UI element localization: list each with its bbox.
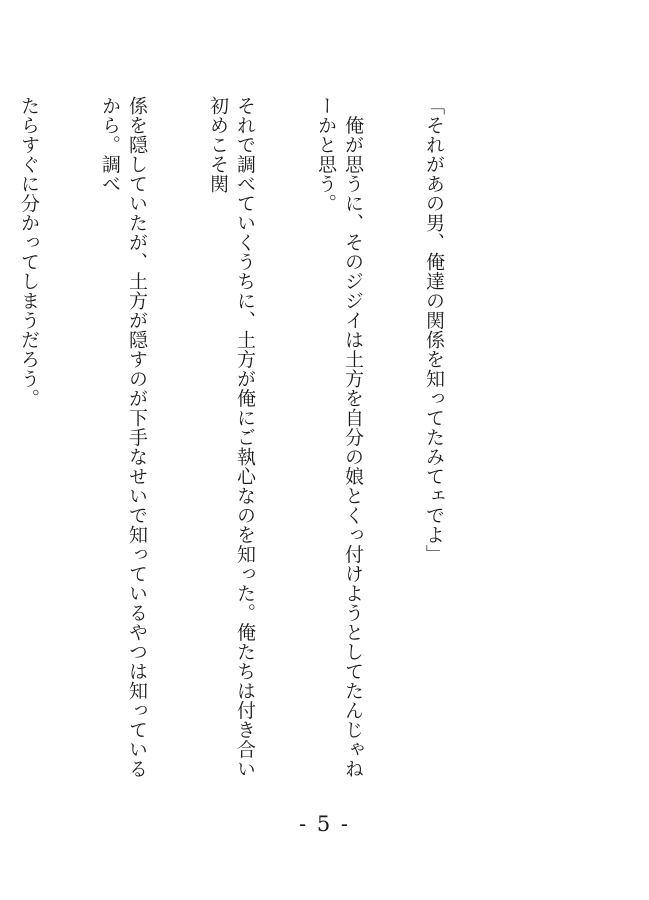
vertical-text-body (0, 96, 501, 796)
page-number: - 5 - (299, 812, 350, 836)
text-line: 「それがあの男、俺達の関係を知ってたみてェでよ」 (423, 96, 445, 564)
text-line: 俺が思うに、そのジジイは土方を自分の娘とくっ付けようとしてたんじゃねーかと思う。 (315, 96, 364, 779)
text-line: 係を隠していたが、土方が隠すのが下手なせいで知っているやつは知っているから。調べ (99, 96, 148, 779)
text-line: それで調べていくうちに、土方が俺にご執心なのを知った。俺たちは付き合い初めこそ関 (207, 96, 256, 779)
text-line: たらすぐに分かってしまうだろう。 (18, 96, 40, 408)
